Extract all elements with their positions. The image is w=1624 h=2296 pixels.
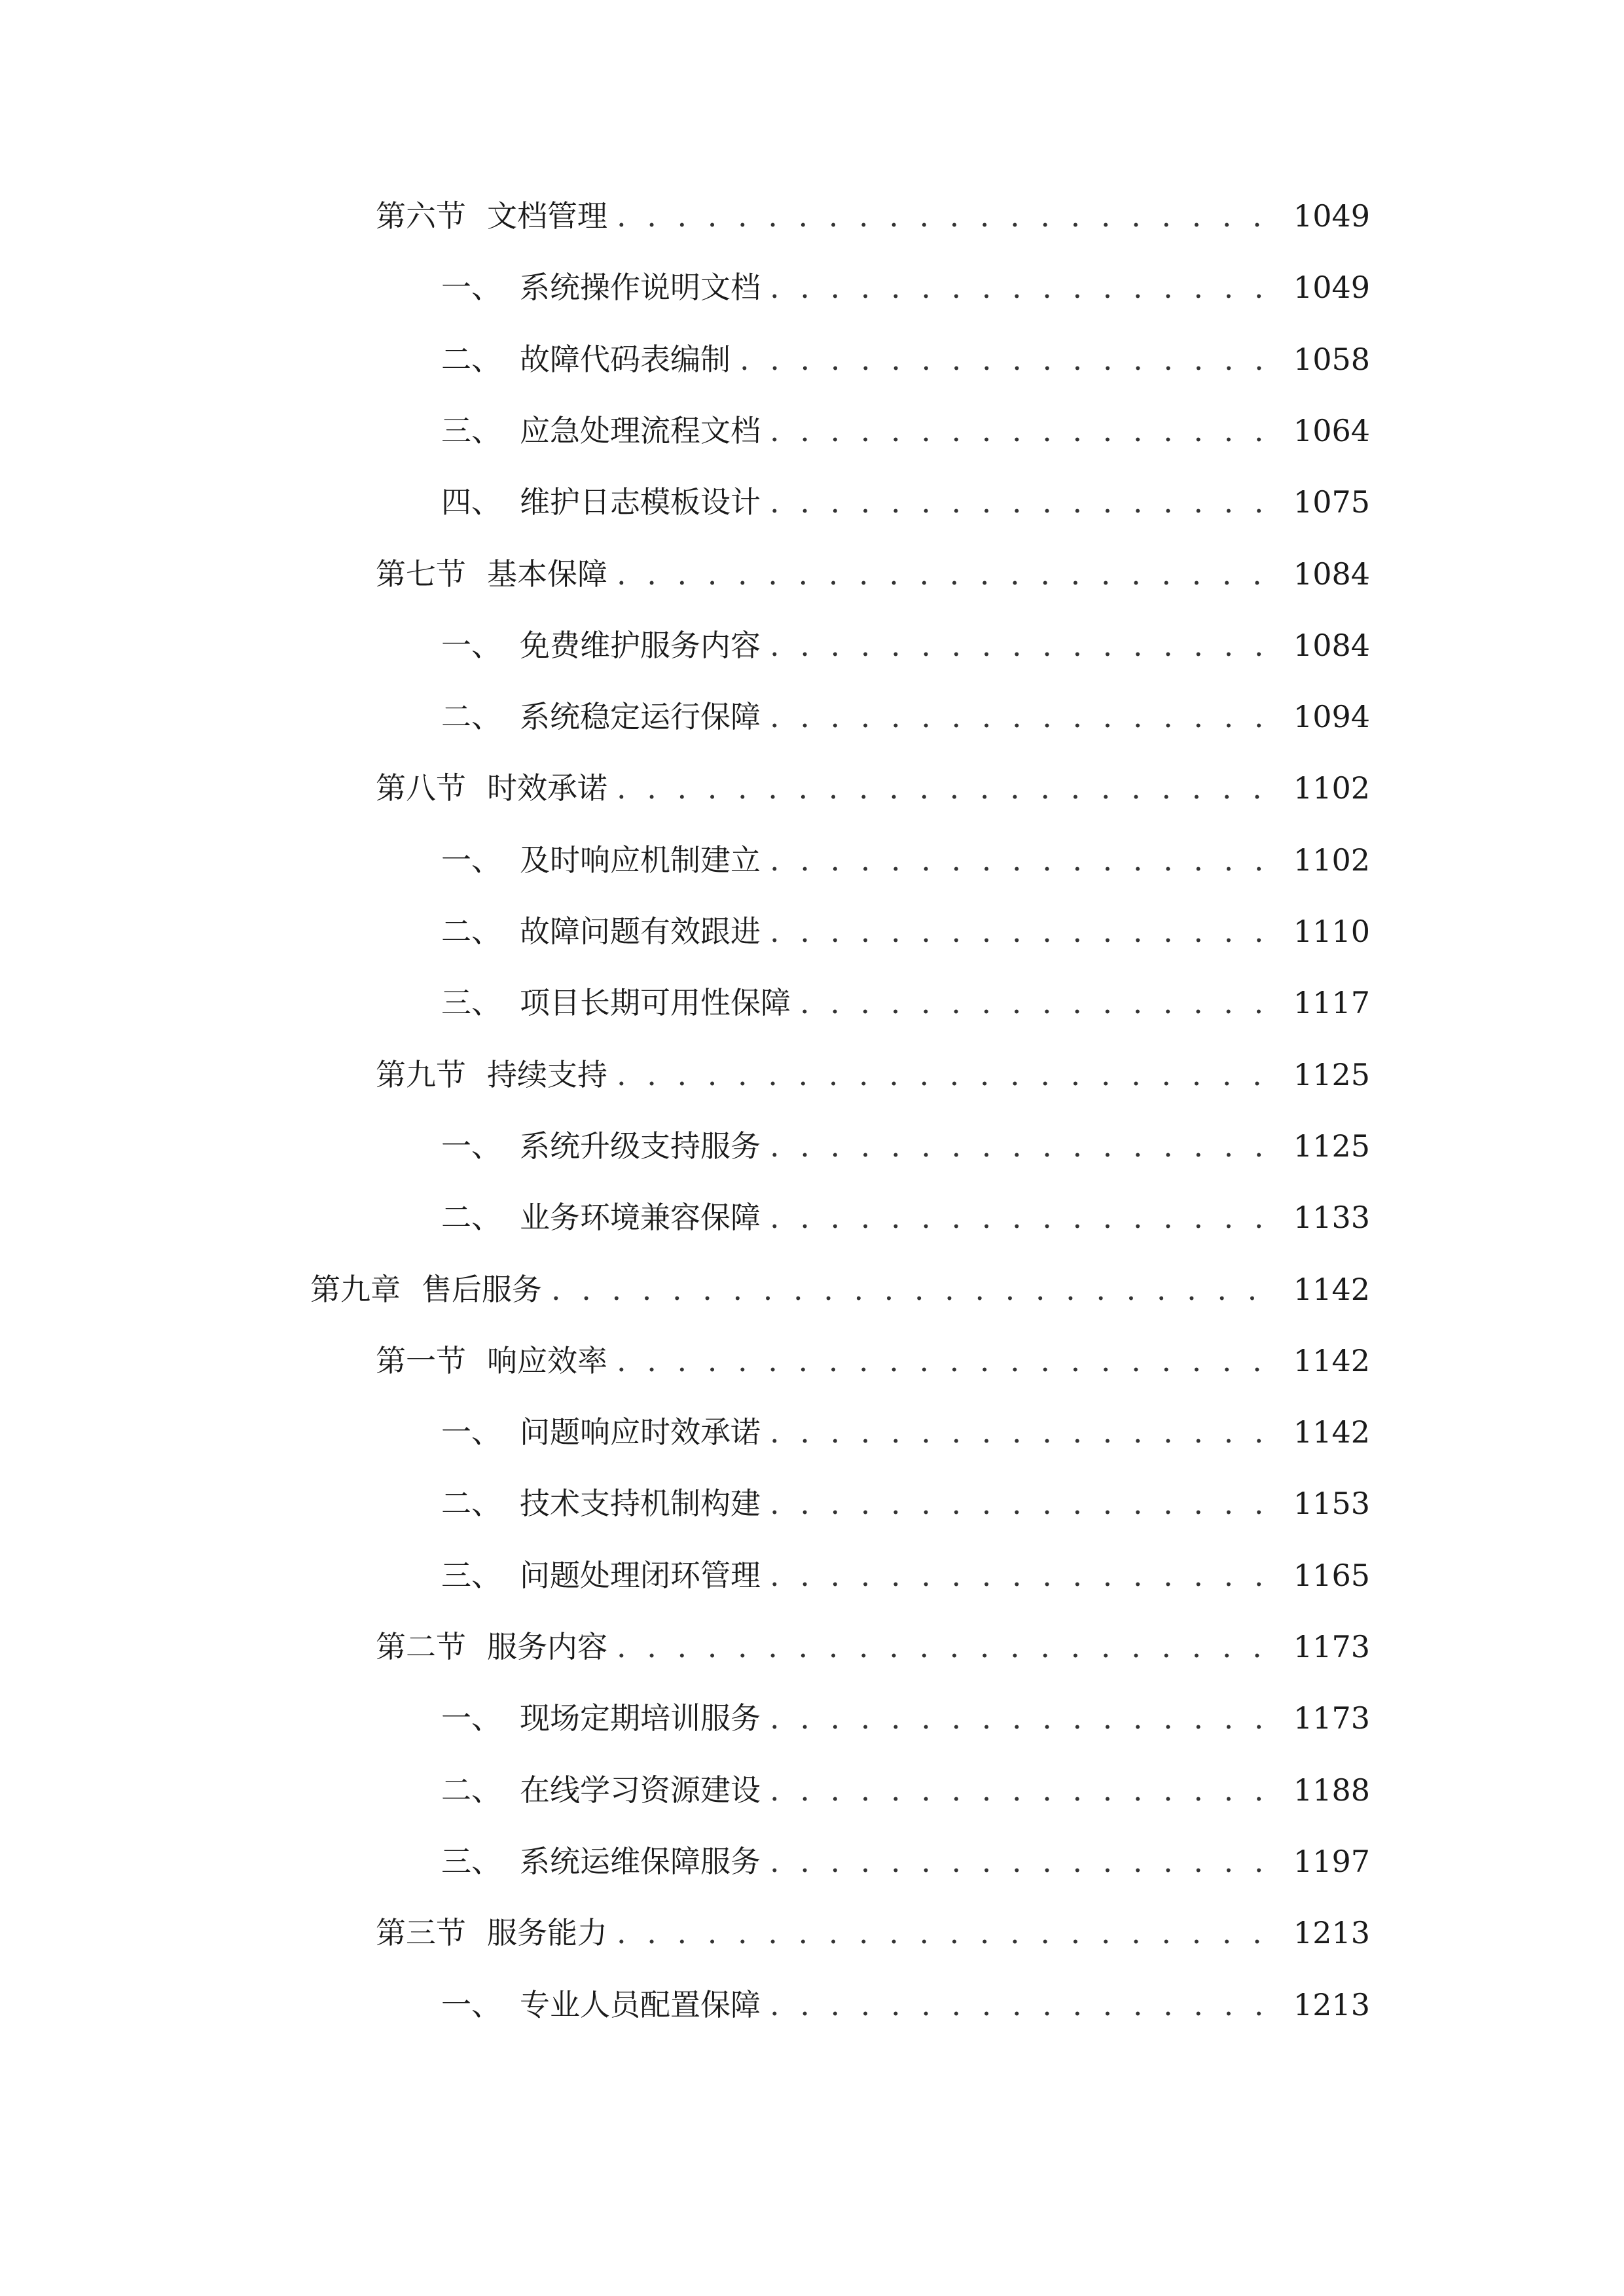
- toc-entry-number: 二、: [441, 1486, 501, 1522]
- toc-entry-page-number: 1094: [1293, 699, 1370, 735]
- toc-entry-number: 第二节: [376, 1629, 466, 1664]
- dot-leader: [551, 1270, 1279, 1309]
- toc-entry-label: 免费维护服务内容: [520, 627, 761, 663]
- toc-entry-page-number: 1110: [1293, 914, 1370, 949]
- dot-leader: [770, 1842, 1279, 1881]
- dot-leader: [770, 912, 1279, 951]
- toc-entry[interactable]: [441, 1979, 1370, 2024]
- toc-entry-label: 业务环境兼容保障: [520, 1200, 761, 1236]
- toc-entry-page-number: 1125: [1293, 1128, 1370, 1164]
- toc-entry-label: 时效承诺: [487, 770, 607, 806]
- toc-entry-number: 一、: [441, 1700, 501, 1736]
- toc-entry-page-number: 1153: [1293, 1486, 1370, 1522]
- toc-entry-number: 三、: [441, 1557, 501, 1593]
- toc-entry-number: 二、: [441, 341, 501, 377]
- toc-entry-label: 问题响应时效承诺: [520, 1414, 761, 1450]
- dot-leader: [770, 1198, 1279, 1237]
- dot-leader: [617, 1627, 1279, 1666]
- toc-entry-label: 响应效率: [487, 1342, 607, 1378]
- toc-entry-number: 一、: [441, 270, 501, 306]
- toc-entry-label: 基本保障: [487, 556, 607, 592]
- toc-entry-number: 二、: [441, 914, 501, 949]
- toc-entry-label: 专业人员配置保障: [520, 1986, 761, 2022]
- toc-entry-page-number: 1064: [1293, 412, 1370, 448]
- toc-entry[interactable]: [376, 1335, 1370, 1380]
- toc-entry-page-number: 1049: [1293, 270, 1370, 306]
- toc-entry-page-number: 1173: [1293, 1700, 1370, 1736]
- toc-entry-number: 第七节: [376, 556, 466, 592]
- toc-entry[interactable]: [441, 476, 1370, 522]
- toc-entry[interactable]: [441, 1764, 1370, 1810]
- toc-entry-label: 现场定期培训服务: [520, 1700, 761, 1736]
- toc-entry[interactable]: [441, 1120, 1370, 1166]
- toc-entry[interactable]: [310, 1263, 1370, 1309]
- dot-leader: [770, 1985, 1279, 2024]
- toc-entry[interactable]: [441, 1477, 1370, 1523]
- dot-leader: [770, 697, 1279, 736]
- dot-leader: [770, 268, 1279, 307]
- toc-entry[interactable]: [441, 404, 1370, 450]
- toc-entry[interactable]: [441, 1692, 1370, 1738]
- toc-entry-number: 第一节: [376, 1342, 466, 1378]
- toc-entry-label: 系统操作说明文档: [520, 270, 761, 306]
- toc-entry[interactable]: [376, 1621, 1370, 1666]
- toc-entry[interactable]: [441, 834, 1370, 880]
- dot-leader: [770, 1126, 1279, 1166]
- dot-leader: [617, 1055, 1279, 1094]
- toc-entry[interactable]: [376, 1907, 1370, 1952]
- toc-entry-number: 一、: [441, 842, 501, 878]
- toc-entry-label: 及时响应机制建立: [520, 842, 761, 878]
- dot-leader: [617, 1341, 1279, 1380]
- toc-entry-number: 三、: [441, 985, 501, 1021]
- toc-entry-label: 系统运维保障服务: [520, 1843, 761, 1879]
- toc-entry-number: 第八节: [376, 770, 466, 806]
- toc-entry[interactable]: [441, 691, 1370, 736]
- toc-entry[interactable]: [441, 1549, 1370, 1595]
- toc-entry-label: 文档管理: [487, 198, 607, 234]
- toc-entry[interactable]: [376, 548, 1370, 594]
- toc-entry-page-number: 1084: [1293, 627, 1370, 663]
- toc-entry-label: 售后服务: [422, 1271, 542, 1307]
- toc-entry-number: 四、: [441, 484, 501, 520]
- dot-leader: [770, 1698, 1279, 1738]
- dot-leader: [617, 554, 1279, 594]
- toc-entry-page-number: 1165: [1293, 1557, 1370, 1593]
- toc-entry-page-number: 1142: [1293, 1271, 1370, 1307]
- toc-entry-number: 三、: [441, 1843, 501, 1879]
- dot-leader: [740, 340, 1279, 379]
- toc-entry-label: 故障问题有效跟进: [520, 914, 761, 949]
- toc-entry-number: 三、: [441, 412, 501, 448]
- toc-entry[interactable]: [441, 977, 1370, 1022]
- toc-entry-page-number: 1102: [1293, 770, 1370, 806]
- toc-entry-number: 第九节: [376, 1056, 466, 1092]
- toc-entry[interactable]: [441, 1406, 1370, 1452]
- toc-entry-number: 第九章: [310, 1271, 401, 1307]
- toc-entry-page-number: 1084: [1293, 556, 1370, 592]
- toc-entry-page-number: 1197: [1293, 1843, 1370, 1879]
- toc-entry-label: 系统升级支持服务: [520, 1128, 761, 1164]
- toc-entry-page-number: 1125: [1293, 1056, 1370, 1092]
- toc-entry[interactable]: [376, 190, 1370, 236]
- toc-entry-label: 问题处理闭环管理: [520, 1557, 761, 1593]
- dot-leader: [770, 1556, 1279, 1595]
- toc-entry-page-number: 1117: [1293, 985, 1370, 1021]
- toc-entry-page-number: 1058: [1293, 341, 1370, 377]
- toc-entry-page-number: 1213: [1293, 1915, 1370, 1951]
- toc-entry-page-number: 1142: [1293, 1342, 1370, 1378]
- toc-entry-label: 持续支持: [487, 1056, 607, 1092]
- toc-entry[interactable]: [441, 905, 1370, 951]
- dot-leader: [770, 840, 1279, 880]
- toc-entry-number: 二、: [441, 699, 501, 735]
- toc-entry-label: 维护日志模板设计: [520, 484, 761, 520]
- toc-entry-page-number: 1213: [1293, 1986, 1370, 2022]
- dot-leader: [770, 1412, 1279, 1452]
- toc-entry-page-number: 1188: [1293, 1772, 1370, 1808]
- toc-entry[interactable]: [441, 1191, 1370, 1237]
- toc-entry-page-number: 1142: [1293, 1414, 1370, 1450]
- dot-leader: [770, 482, 1279, 522]
- dot-leader: [770, 626, 1279, 665]
- dot-leader: [617, 768, 1279, 808]
- toc-entry-label: 服务内容: [487, 1629, 607, 1664]
- toc-entry-number: 二、: [441, 1772, 501, 1808]
- toc-entry-page-number: 1173: [1293, 1629, 1370, 1664]
- toc-entry-number: 第三节: [376, 1915, 466, 1951]
- toc-entry-number: 一、: [441, 1986, 501, 2022]
- toc-entry-number: 一、: [441, 627, 501, 663]
- toc-entry[interactable]: [441, 619, 1370, 665]
- toc-entry-label: 应急处理流程文档: [520, 412, 761, 448]
- dot-leader: [617, 196, 1279, 236]
- dot-leader: [770, 411, 1279, 450]
- toc-entry-label: 服务能力: [487, 1915, 607, 1951]
- toc-entry-label: 项目长期可用性保障: [520, 985, 791, 1021]
- toc-entry-number: 二、: [441, 1200, 501, 1236]
- toc-entry[interactable]: [376, 762, 1370, 808]
- dot-leader: [617, 1913, 1279, 1952]
- toc-entry-number: 一、: [441, 1414, 501, 1450]
- toc-entry-label: 故障代码表编制: [520, 341, 731, 377]
- toc-entry-number: 一、: [441, 1128, 501, 1164]
- toc-entry[interactable]: [441, 333, 1370, 379]
- dot-leader: [770, 1484, 1279, 1523]
- toc-entry-number: 第六节: [376, 198, 466, 234]
- toc-entry-label: 系统稳定运行保障: [520, 699, 761, 735]
- toc-entry-label: 在线学习资源建设: [520, 1772, 761, 1808]
- toc-entry[interactable]: [441, 1835, 1370, 1881]
- toc-entry-label: 技术支持机制构建: [520, 1486, 761, 1522]
- toc-entry[interactable]: [376, 1049, 1370, 1094]
- toc-entry-page-number: 1102: [1293, 842, 1370, 878]
- toc-entry-page-number: 1133: [1293, 1200, 1370, 1236]
- dot-leader: [800, 983, 1279, 1022]
- toc-entry-page-number: 1049: [1293, 198, 1370, 234]
- toc-entry-page-number: 1075: [1293, 484, 1370, 520]
- toc-entry[interactable]: [441, 261, 1370, 307]
- dot-leader: [770, 1770, 1279, 1810]
